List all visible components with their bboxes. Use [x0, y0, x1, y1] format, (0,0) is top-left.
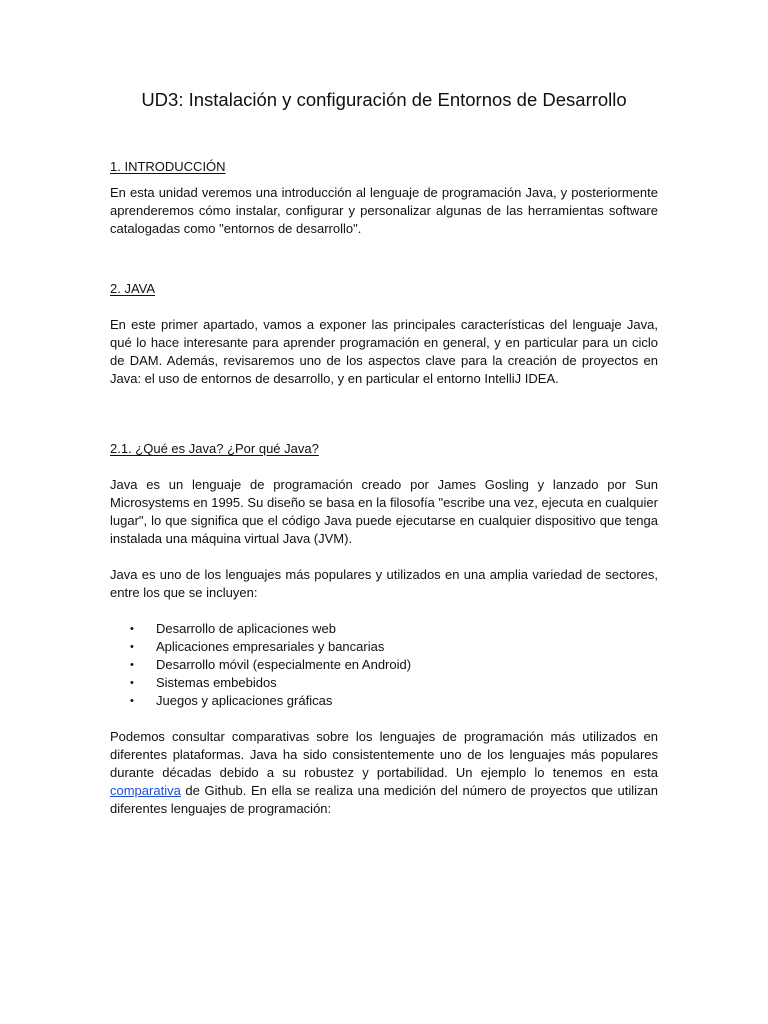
list-item: [110, 656, 658, 674]
intro-paragraph: En esta unidad veremos una introducción al lenguaje de programación Java, y posteriormente aprenderemos cómo instalar, configurar y personalizar algunas de las herramientas software catalogadas como "entornos de desarrollo".: [110, 185, 658, 236]
section-heading-java: 2. JAVA: [110, 281, 156, 296]
list-item-text: Juegos y aplicaciones gráficas: [156, 693, 333, 708]
sectors-list: [110, 620, 658, 710]
list-item: [110, 620, 658, 638]
java-description-paragraph: Java es un lenguaje de programación creado por James Gosling y lanzado por Sun Microsystems en 1995. Su diseño se basa en la filosofía "escribe una vez, ejecuta en cualquier lugar", lo que significa que el código Java puede ejecutarse en cualquier dispositivo que tenga instalada una máquina virtual Java (JVM).: [110, 477, 658, 546]
comparativa-paragraph: [110, 728, 658, 818]
document-title: UD3: Instalación y configuración de Entornos de Desarrollo: [141, 89, 627, 110]
list-item-text: Aplicaciones empresariales y bancarias: [156, 639, 385, 654]
bullet-icon: •: [130, 659, 134, 671]
bullet-icon: •: [130, 623, 134, 635]
java-paragraph: En este primer apartado, vamos a exponer las principales características del lenguaje Java, qué lo hace interesante para aprender programación en general, y en particular para un ciclo de DAM. Además, revisaremos uno de los aspectos clave para la creación de proyectos en Java: el uso de entornos de desarrollo, y en particular el entorno IntelliJ IDEA.: [110, 317, 658, 386]
list-item: [110, 638, 658, 656]
list-item-text: Desarrollo de aplicaciones web: [156, 621, 336, 636]
comparativa-text-before: Podemos consultar comparativas sobre los lenguajes de programación más utilizados en diferentes plataformas. Java ha sido consistentemente uno de los lenguajes más populares durante décadas debido a su robustez y portabilidad. Un ejemplo lo tenemos en esta: [110, 729, 658, 780]
list-item-text: Sistemas embebidos: [156, 675, 277, 690]
list-item: [110, 674, 658, 692]
list-item-text: Desarrollo móvil (especialmente en Android): [156, 657, 412, 672]
java-sectors-paragraph: Java es uno de los lenguajes más populares y utilizados en una amplia variedad de sectores, entre los que se incluyen:: [110, 567, 658, 600]
section-heading-que-es-java: 2.1. ¿Qué es Java? ¿Por qué Java?: [110, 441, 319, 456]
bullet-icon: •: [130, 695, 134, 707]
comparativa-link[interactable]: comparativa: [110, 783, 181, 798]
bullet-icon: •: [130, 641, 134, 653]
list-item: [110, 692, 658, 710]
comparativa-text-after: de Github. En ella se realiza una medición del número de proyectos que utilizan diferentes lenguajes de programación:: [110, 783, 658, 816]
bullet-icon: •: [130, 677, 134, 689]
section-heading-introduccion: 1. INTRODUCCIÓN: [110, 159, 226, 174]
